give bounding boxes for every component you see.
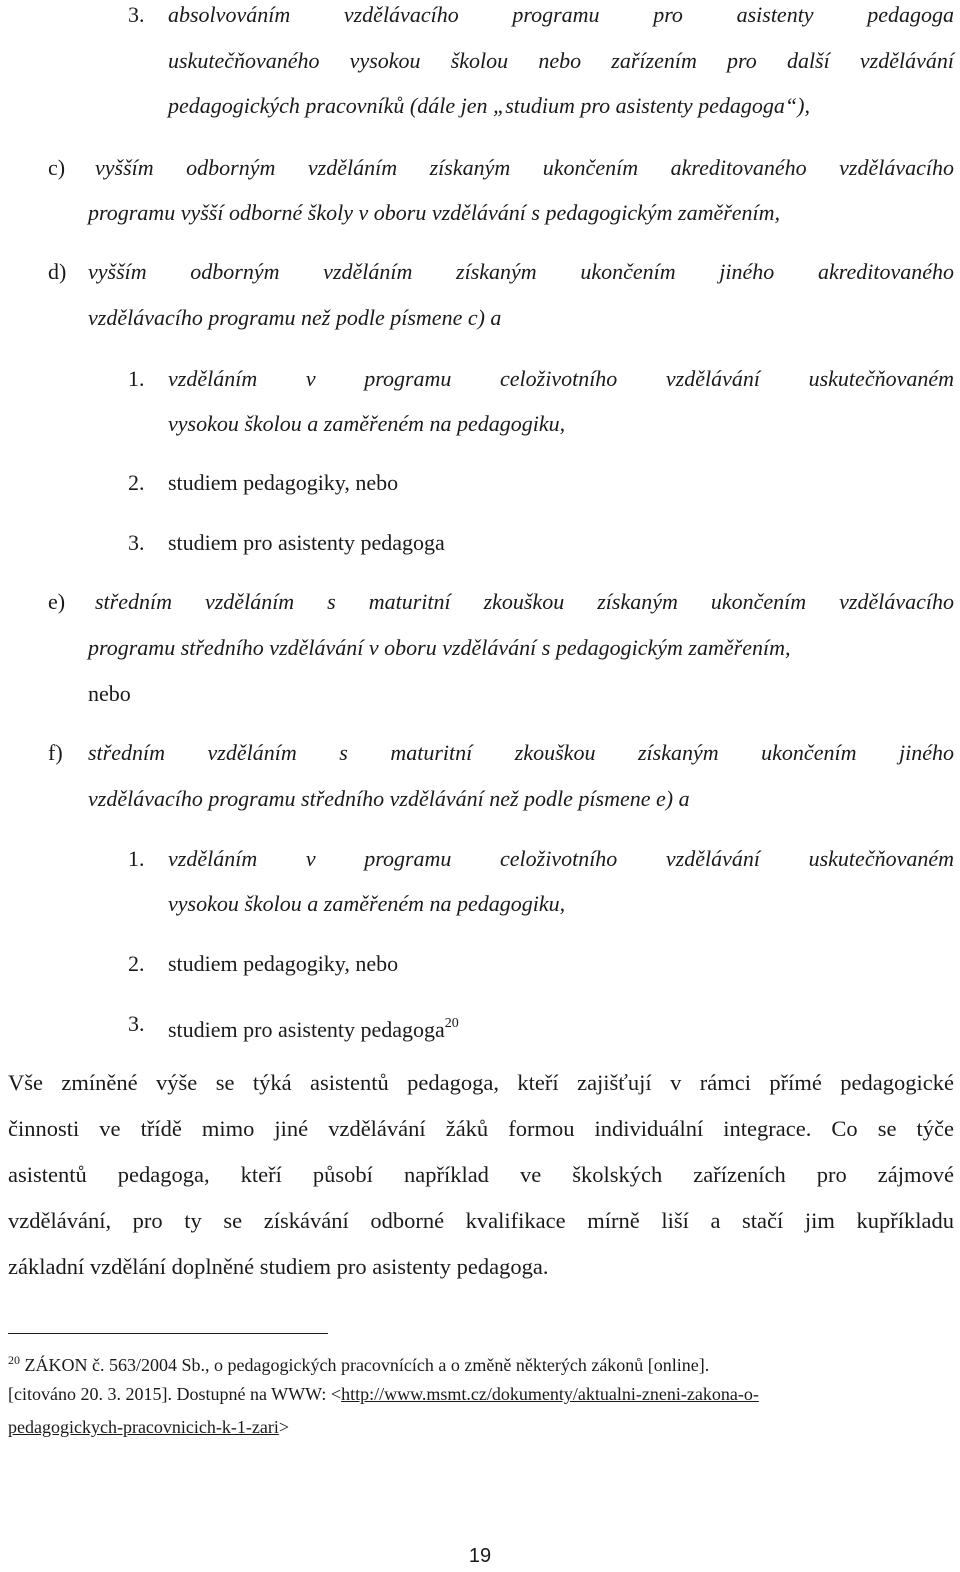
sublist-text: studiem pro asistenty pedagoga: [168, 1017, 445, 1042]
footnote-link[interactable]: pedagogickych-pracovnicich-k-1-zari: [8, 1417, 279, 1437]
list-label: c): [48, 155, 66, 180]
sublist-text-line: vysokou školou a zaměřeném na pedagogiku,: [168, 411, 566, 436]
sublist-number: 3.: [128, 530, 145, 555]
list-item-text-line: středním vzděláním s maturitní zkouškou získaným ukončením jiného: [88, 740, 954, 765]
list-item-text-line: nebo: [88, 681, 131, 706]
list-item-text-line: pedagogických pracovníků (dále jen „studium pro asistenty pedagoga“),: [168, 93, 810, 118]
sublist-number: 3.: [128, 1011, 145, 1036]
footnote-separator: [8, 1333, 328, 1334]
sublist-number: 1.: [128, 846, 145, 871]
footnote-link[interactable]: http://www.msmt.cz/dokumenty/aktualni-zneni-zakona-o-: [341, 1384, 759, 1404]
list-item-text-line: programu vyšší odborné školy v oboru vzdělávání s pedagogickým zaměřením,: [88, 200, 781, 225]
sublist-number: 1.: [128, 366, 145, 391]
list-label: e): [48, 589, 66, 614]
sublist-text-line: studiem pedagogiky, nebo: [168, 951, 399, 976]
list-item-text-line: uskutečňovaného vysokou školou nebo zařízením pro další vzdělávání: [168, 48, 954, 73]
footnote-line: [8, 1349, 709, 1376]
paragraph-line: základní vzdělání doplněné studiem pro asistenty pedagoga.: [8, 1254, 549, 1279]
list-item-text-line: vyšším odborným vzděláním získaným ukončením jiného akreditovaného: [88, 259, 954, 284]
list-item-text-line: vyšším odborným vzděláním získaným ukončením akreditovaného vzdělávacího: [95, 155, 954, 180]
sublist-text-line: studiem pedagogiky, nebo: [168, 470, 399, 495]
page-number: 19: [468, 1545, 492, 1567]
sublist-text-line: vysokou školou a zaměřeném na pedagogiku,: [168, 891, 566, 916]
list-item-text-line: programu středního vzdělávání v oboru vzdělávání s pedagogickým zaměřením,: [88, 635, 791, 660]
list-item-text-line: středním vzděláním s maturitní zkouškou získaným ukončením vzdělávacího: [95, 589, 954, 614]
list-item-text-line: vzdělávacího programu než podle písmene c) a: [88, 305, 502, 330]
footnote-line: [8, 1416, 289, 1438]
sublist-text-line: vzděláním v programu celoživotního vzdělávání uskutečňovaném: [168, 846, 954, 871]
sublist-text-line: studiem pro asistenty pedagoga: [168, 530, 445, 555]
paragraph-line: činnosti ve třídě mimo jiné vzdělávání žáků formou individuální integrace. Co se týče: [8, 1116, 954, 1141]
footnote-mark: 20: [8, 1353, 20, 1367]
footnote-line: [8, 1383, 759, 1405]
footnote-text: [citováno 20. 3. 2015]. Dostupné na WWW: <: [8, 1384, 342, 1404]
list-number: 3.: [128, 2, 145, 27]
sublist-number: 2.: [128, 951, 145, 976]
footnote-reference: 20: [444, 1016, 459, 1031]
footnote-text: ZÁKON č. 563/2004 Sb., o pedagogických pracovnících a o změně některých zákonů [online].: [20, 1355, 710, 1375]
paragraph-line: Vše zmíněné výše se týká asistentů pedagoga, kteří zajišťují v rámci přímé pedagogické: [8, 1070, 954, 1095]
list-label: d): [48, 259, 67, 284]
list-item-text-line: absolvováním vzdělávacího programu pro asistenty pedagoga: [168, 2, 954, 27]
sublist-number: 2.: [128, 470, 145, 495]
sublist-text-line: vzděláním v programu celoživotního vzdělávání uskutečňovaném: [168, 366, 954, 391]
paragraph-line: vzdělávání, pro ty se získávání odborné kvalifikace mírně liší a stačí jim kupříkladu: [8, 1208, 954, 1233]
sublist-text-line: [168, 1011, 459, 1043]
list-item-text-line: vzdělávacího programu středního vzdělávání než podle písmene e) a: [88, 786, 690, 811]
list-label: f): [48, 740, 63, 765]
paragraph-line: asistentů pedagoga, kteří působí například ve školských zařízeních pro zájmové: [8, 1162, 954, 1187]
footnote-text: >: [278, 1417, 290, 1437]
